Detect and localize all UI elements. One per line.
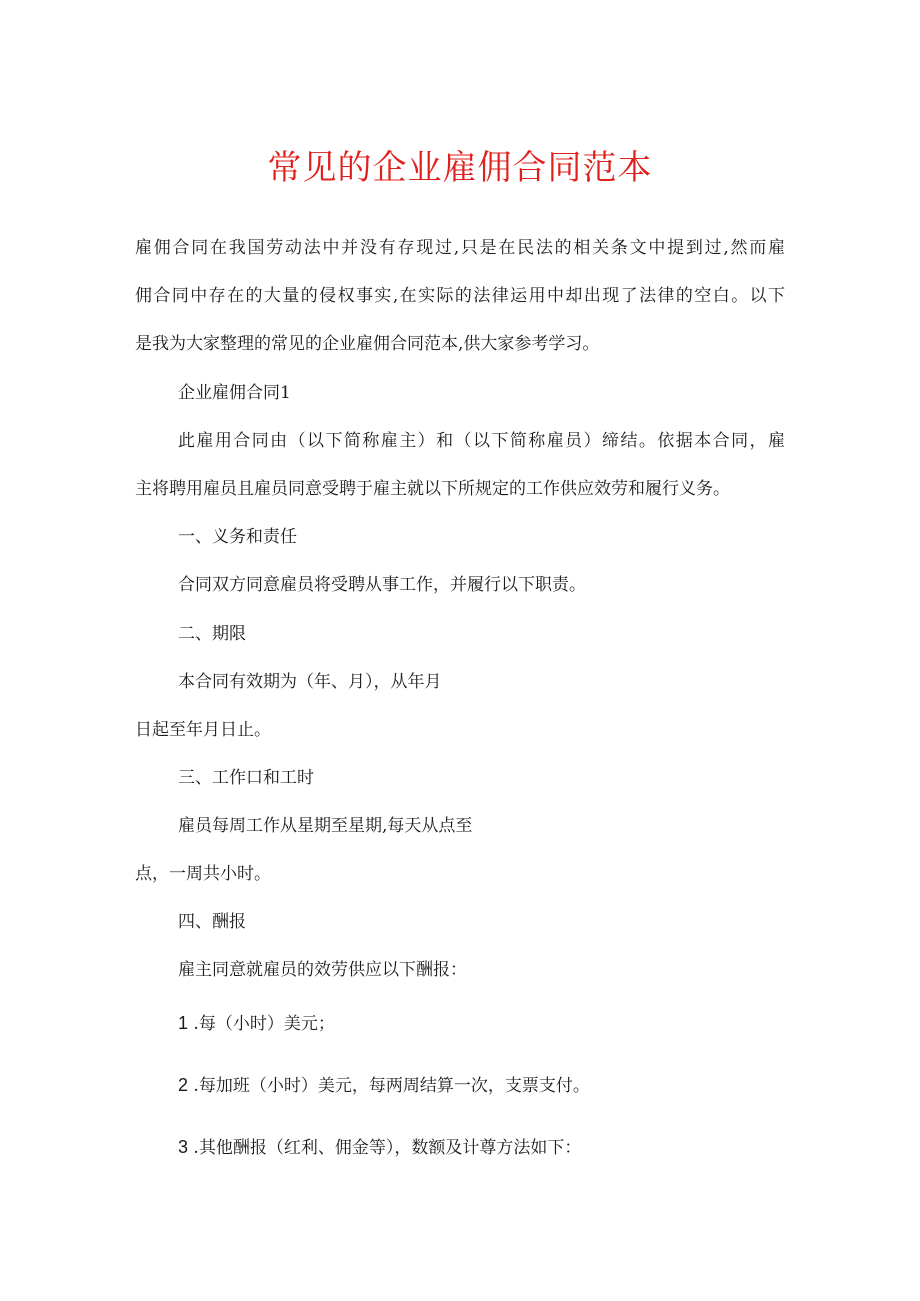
- section-2-text-line-1: 本合同有效期为（年、月），从年月: [178, 672, 442, 692]
- document-title: 常见的企业雇佣合同范本: [267, 148, 653, 188]
- section-4-heading: 四、酬报: [178, 912, 246, 932]
- pay-item-2-text: .每加班（小时）美元，每两周结算一次，支票支付。: [188, 1076, 590, 1096]
- pay-item-2: [178, 1073, 590, 1098]
- pay-item-3-text: .其他酬报（红利、佣金等），数额及计尊方法如下：: [188, 1138, 582, 1158]
- section-3-text-line-2: 点，一周共小时。: [135, 864, 271, 884]
- pay-item-1-text: .每（小时）美元；: [188, 1014, 335, 1034]
- section-4-text: 雇主同意就雇员的效劳供应以下酬报：: [178, 960, 467, 980]
- intro-line-1: 雇佣合同在我国劳动法中并没有存现过,只是在民法的相关条文中提到过,然而雇: [135, 238, 785, 258]
- pay-item-1-number: 1: [178, 1013, 189, 1033]
- pay-item-1: [178, 1011, 335, 1036]
- section-2-heading: 二、期限: [178, 624, 246, 644]
- intro-line-2: 佣合同中存在的大量的侵权事实,在实际的法律运用中却出现了法律的空白。以下: [135, 286, 785, 306]
- intro-line-3: 是我为大家整理的常见的企业雇佣合同范本,供大家参考学习。: [135, 334, 600, 354]
- preamble-line-1: 此雇用合同由（以下简称雇主）和（以下简称雇员）缔结。依据本合同，雇: [178, 431, 785, 451]
- pay-item-3: [178, 1135, 581, 1160]
- contract-heading: 企业雇佣合同1: [178, 383, 291, 403]
- section-1-text: 合同双方同意雇员将受聘从事工作，并履行以下职责。: [178, 575, 586, 595]
- pay-item-3-number: 3: [178, 1137, 189, 1157]
- section-3-heading: 三、工作口和工时: [178, 768, 314, 788]
- section-2-text-line-2: 日起至年月日止。: [135, 720, 271, 740]
- pay-item-2-number: 2: [178, 1075, 189, 1095]
- section-1-heading: 一、义务和责任: [178, 527, 297, 547]
- preamble-line-2: 主将聘用雇员且雇员同意受聘于雇主就以下所规定的工作供应效劳和履行义务。: [135, 479, 730, 499]
- section-3-text-line-1: 雇员每周工作从星期至星期,每天从点至: [178, 816, 473, 836]
